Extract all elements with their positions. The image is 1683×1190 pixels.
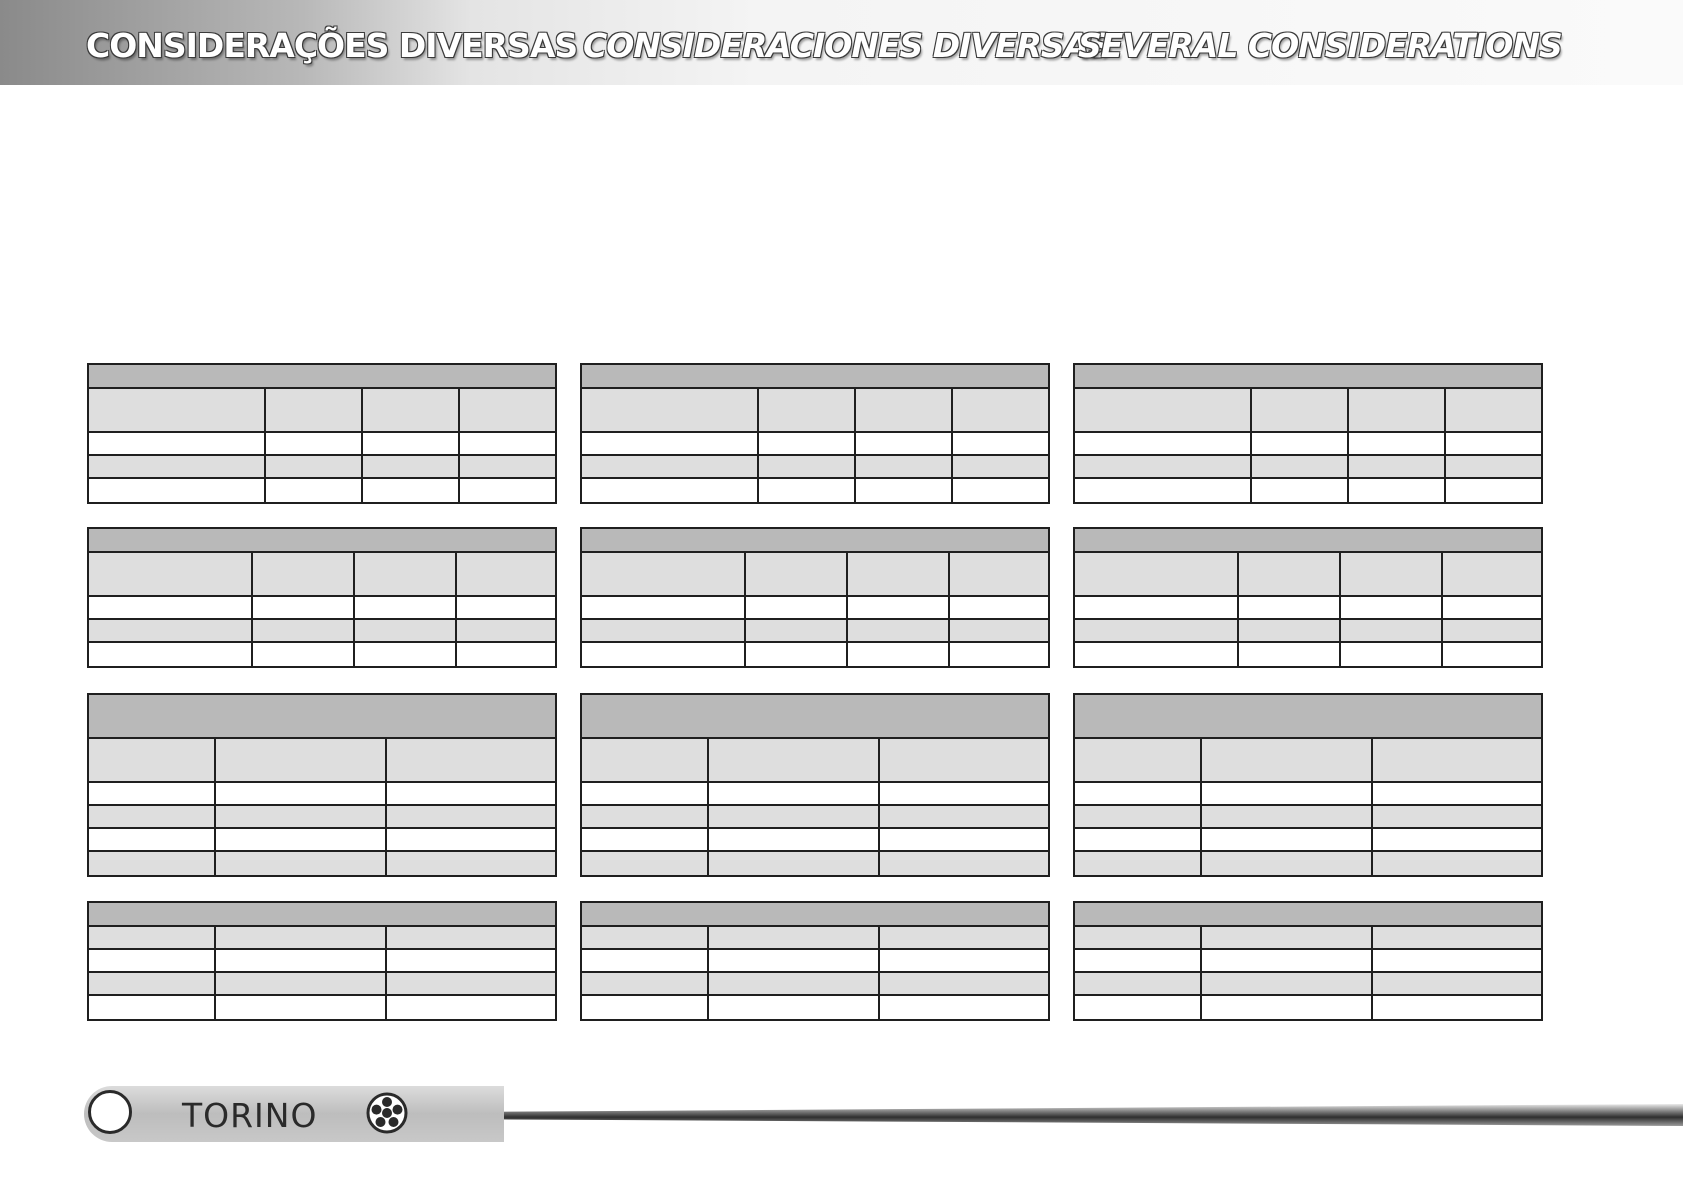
table-column-rule (1339, 553, 1341, 666)
table-row (582, 643, 1048, 666)
table-row (89, 829, 555, 852)
table-row (1075, 433, 1541, 456)
wheel-icon (365, 1091, 409, 1135)
table-row (582, 456, 1048, 479)
table-column-rule (1200, 739, 1202, 875)
table-row (1075, 479, 1541, 502)
table-header-row (582, 553, 1048, 597)
table-row (89, 973, 555, 996)
table-row (1075, 783, 1541, 806)
table-header-row (1075, 739, 1541, 783)
table-column-rule (1441, 553, 1443, 666)
table-row (582, 597, 1048, 620)
table-header-row (582, 739, 1048, 783)
table-column-rule (214, 927, 216, 1019)
table-column-rule (1347, 389, 1349, 502)
blank-table (1073, 363, 1543, 504)
footer-stripe (500, 1104, 1683, 1126)
blank-table (87, 693, 557, 877)
table-row (89, 806, 555, 829)
table-column-rule (385, 739, 387, 875)
table-row (582, 783, 1048, 806)
table-column-rule (948, 553, 950, 666)
table-row (89, 597, 555, 620)
blank-table (1073, 693, 1543, 877)
blank-table (87, 527, 557, 668)
table-column-rule (264, 389, 266, 502)
table-column-rule (361, 389, 363, 502)
table-column-rule (854, 389, 856, 502)
table-header-row (89, 739, 555, 783)
table-row (582, 852, 1048, 875)
blank-table (580, 363, 1050, 504)
blank-table (87, 363, 557, 504)
table-column-rule (707, 927, 709, 1019)
table-column-rule (1371, 739, 1373, 875)
page-title-spanish: CONSIDERACIONES DIVERSAS (583, 26, 1112, 65)
table-row (89, 479, 555, 502)
table-row (582, 950, 1048, 973)
blank-table (1073, 527, 1543, 668)
table-column-rule (757, 389, 759, 502)
table-row (1075, 829, 1541, 852)
table-caption-bar (582, 695, 1048, 739)
table-row (582, 829, 1048, 852)
table-header-row (582, 389, 1048, 433)
table-caption-bar (1075, 529, 1541, 553)
page-title-portuguese: CONSIDERAÇÕES DIVERSAS (86, 26, 578, 65)
footer-model-name: TORINO (182, 1096, 318, 1135)
table-row (89, 996, 555, 1019)
table-caption-bar (582, 903, 1048, 927)
table-row (89, 950, 555, 973)
table-column-rule (1200, 927, 1202, 1019)
table-caption-bar (1075, 365, 1541, 389)
table-column-rule (1250, 389, 1252, 502)
table-column-rule (458, 389, 460, 502)
table-caption-bar (582, 365, 1048, 389)
table-column-rule (846, 553, 848, 666)
blank-table (580, 527, 1050, 668)
table-column-rule (455, 553, 457, 666)
table-header-row (1075, 927, 1541, 950)
blank-table (580, 901, 1050, 1021)
table-column-rule (214, 739, 216, 875)
table-row (1075, 597, 1541, 620)
table-row (1075, 643, 1541, 666)
table-column-rule (1237, 553, 1239, 666)
table-row (1075, 996, 1541, 1019)
table-header-row (89, 553, 555, 597)
table-column-rule (1371, 927, 1373, 1019)
table-row (1075, 852, 1541, 875)
table-caption-bar (89, 365, 555, 389)
table-caption-bar (1075, 903, 1541, 927)
table-caption-bar (582, 529, 1048, 553)
table-row (89, 456, 555, 479)
table-caption-bar (89, 529, 555, 553)
table-column-rule (251, 553, 253, 666)
table-column-rule (353, 553, 355, 666)
table-column-rule (707, 739, 709, 875)
table-header-row (1075, 389, 1541, 433)
table-row (89, 433, 555, 456)
table-row (89, 852, 555, 875)
table-row (582, 433, 1048, 456)
table-column-rule (744, 553, 746, 666)
table-row (1075, 950, 1541, 973)
table-caption-bar (1075, 695, 1541, 739)
table-column-rule (385, 927, 387, 1019)
table-column-rule (878, 927, 880, 1019)
table-row (1075, 620, 1541, 643)
blank-table (580, 693, 1050, 877)
table-row (582, 973, 1048, 996)
blank-table (87, 901, 557, 1021)
table-caption-bar (89, 695, 555, 739)
table-caption-bar (89, 903, 555, 927)
footer (80, 1068, 1683, 1156)
table-row (1075, 456, 1541, 479)
table-row (582, 996, 1048, 1019)
table-row (582, 479, 1048, 502)
table-row (1075, 973, 1541, 996)
table-column-rule (878, 739, 880, 875)
table-row (89, 643, 555, 666)
page-title-english: SEVERAL CONSIDERATIONS (1078, 26, 1562, 65)
table-header-row (1075, 553, 1541, 597)
footer-circle-icon (88, 1090, 132, 1134)
table-row (1075, 806, 1541, 829)
table-header-row (89, 927, 555, 950)
table-row (89, 783, 555, 806)
table-column-rule (1444, 389, 1446, 502)
table-row (582, 806, 1048, 829)
table-row (89, 620, 555, 643)
table-row (582, 620, 1048, 643)
table-header-row (89, 389, 555, 433)
table-column-rule (951, 389, 953, 502)
blank-table (1073, 901, 1543, 1021)
table-header-row (582, 927, 1048, 950)
